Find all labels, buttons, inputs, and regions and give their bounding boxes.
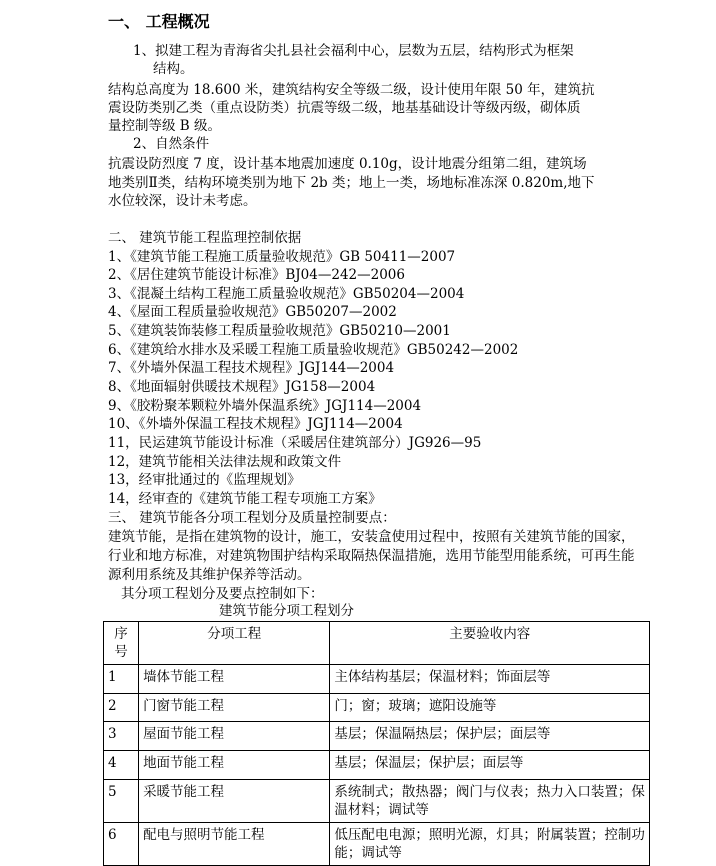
header-content: 主要验收内容	[330, 622, 650, 665]
row-name: 墙体节能工程	[139, 665, 330, 694]
section1-para2-line1: 抗震设防烈度 7 度，设计基本地震加速度 0.10g，设计地震分组第二组，建筑场	[108, 156, 587, 172]
row-name: 配电与照明节能工程	[139, 823, 330, 866]
row-name: 门窗节能工程	[139, 694, 330, 722]
basis-item-8: 8、《地面辐射供暖技术规程》JG158—2004	[108, 379, 376, 395]
table-row	[104, 694, 650, 722]
row-content: 系统制式；散热器；阀门与仪表；热力入口装置；保温材料；调试等	[330, 780, 650, 823]
row-content: 门；窗；玻璃；遮阳设施等	[330, 694, 650, 722]
basis-item-14: 14，经审查的《建筑节能工程专项施工方案》	[108, 491, 382, 507]
header-no: 序号	[104, 622, 139, 665]
row-no: 1	[104, 665, 139, 694]
row-name: 采暖节能工程	[139, 780, 330, 823]
row-content: 主体结构基层；保温材料；饰面层等	[330, 665, 650, 694]
basis-item-4: 4、《屋面工程质量验收规范》GB50207—2002	[108, 304, 397, 320]
table-row	[104, 751, 650, 780]
section3-para-line1: 建筑节能，是指在建筑物的设计，施工，安装盒使用过程中，按照有关建筑节能的国家，	[108, 529, 635, 545]
section1-para2-line3: 水位较深，设计未考虑。	[108, 193, 257, 209]
row-no: 5	[104, 780, 139, 823]
section1-item1-line2: 结构。	[153, 61, 194, 77]
basis-item-6: 6、《建筑给水排水及采暖工程施工质量验收规范》GB50242—2002	[108, 342, 519, 358]
section1-heading: 一、 工程概况	[108, 12, 210, 31]
subproject-table	[103, 621, 650, 866]
section3-heading: 三、 建筑节能各分项工程划分及质量控制要点：	[108, 510, 396, 526]
row-no: 3	[104, 722, 139, 751]
header-name: 分项工程	[139, 622, 330, 665]
basis-item-5: 5、《建筑装饰装修工程质量验收规范》GB50210—2001	[108, 323, 451, 339]
basis-item-2: 2、《居住建筑节能设计标准》BJ04—242—2006	[108, 267, 405, 283]
table-row	[104, 665, 650, 694]
basis-item-11: 11，民运建筑节能设计标准（采暖居住建筑部分）JG926—95	[108, 435, 482, 451]
row-content: 基层；保温隔热层；保护层；面层等	[330, 722, 650, 751]
row-name: 屋面节能工程	[139, 722, 330, 751]
section1-para1-line3: 量控制等级 B 级。	[108, 118, 222, 134]
basis-item-3: 3、《混凝土结构工程施工质量验收规范》GB50204—2004	[108, 286, 465, 302]
row-no: 4	[104, 751, 139, 780]
section2-heading: 二、 建筑节能工程监理控制依据	[108, 230, 302, 246]
section1-item1-line1: 1、拟建工程为青海省尖扎县社会福利中心，层数为五层，结构形式为框架	[133, 43, 574, 59]
row-content: 基层；保温层；保护层；面层等	[330, 751, 650, 780]
basis-item-9: 9、《胶粉聚苯颗粒外墙外保温系统》JGJ114—2004	[108, 398, 422, 414]
row-name: 地面节能工程	[139, 751, 330, 780]
table-header-row	[104, 622, 650, 665]
table-row	[104, 780, 650, 823]
section1-item2: 2、自然条件	[133, 136, 210, 152]
basis-item-7: 7、《外墙外保温工程技术规程》JGJ144—2004	[108, 360, 395, 376]
section3-para-line2: 行业和地方标准，对建筑物围护结构采取隔热保温措施，选用节能型用能系统，可再生能	[108, 548, 635, 564]
section1-para1-line2: 震设防类别乙类（重点设防类）抗震等级二级，地基基础设计等级丙级，砌体质	[108, 100, 581, 116]
basis-item-13: 13，经审批通过的《监理规划》	[108, 472, 301, 488]
row-no: 2	[104, 694, 139, 722]
section3-para-line3: 源利用系统及其维护保养等活动。	[108, 567, 311, 583]
table-row	[104, 722, 650, 751]
section1-para2-line2: 地类别Ⅱ类，结构环境类别为地下 2b 类；地上一类，场地标准冻深 0.820m,地下	[108, 175, 595, 191]
section1-para1-line1: 结构总高度为 18.600 米，建筑结构安全等级二级，设计使用年限 50 年，建筑抗	[108, 82, 595, 98]
basis-item-10: 10、《外墙外保温工程技术规程》JGJ114—2004	[108, 416, 403, 432]
table-row	[104, 823, 650, 866]
basis-item-1: 1、《建筑节能工程施工质量验收规范》GB 50411—2007	[108, 249, 456, 265]
row-no: 6	[104, 823, 139, 866]
table-title: 建筑节能分项工程划分	[219, 603, 354, 619]
basis-item-12: 12，建筑节能相关法律法规和政策文件	[108, 454, 342, 470]
section3-intro: 其分项工程划分及要点控制如下：	[121, 586, 324, 602]
row-content: 低压配电电源；照明光源，灯具；附属装置；控制功能；调试等	[330, 823, 650, 866]
